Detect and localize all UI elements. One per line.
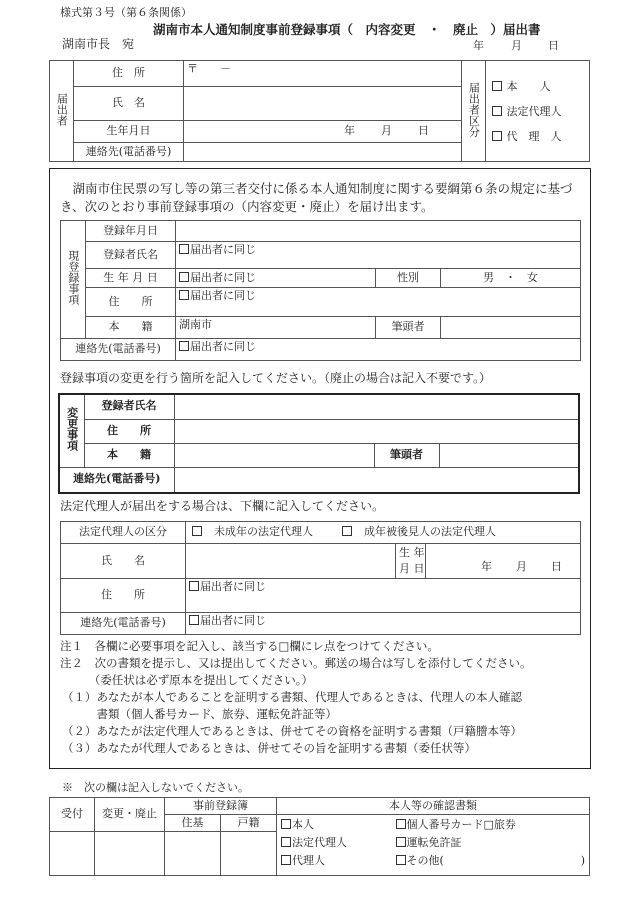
legal-option-minor[interactable]: 未成年の法定代理人 — [192, 525, 313, 538]
office-check-license[interactable]: 運転免許証 — [396, 834, 586, 852]
change-note: 登録事項の変更を行う箇所を記入してください。（廃止の場合は記入不要です。） — [60, 371, 492, 385]
checkbox-icon — [492, 81, 502, 91]
applicant-side-label: 届出者 — [50, 61, 74, 162]
office-confirm-who — [277, 815, 392, 876]
change-honseki-label: 本 籍 — [84, 443, 174, 467]
office-confirm-label: 本人等の確認書類 — [277, 798, 590, 815]
change-side-label: 変更事項 — [59, 394, 84, 467]
change-contact-label: 連絡先(電話番号) — [59, 467, 174, 493]
note-item-2: （２）あなたが法定代理人であるときは、併せてその資格を証明する書類（戸籍謄本等） — [62, 724, 522, 738]
change-address-label: 住 所 — [84, 419, 174, 443]
current-reg-name-label: 登録者氏名 — [86, 242, 176, 269]
legal-class-options — [186, 522, 581, 544]
office-check-legal[interactable]: 法定代理人 — [281, 834, 388, 852]
current-sex-options[interactable]: 男 ・ 女 — [441, 269, 581, 288]
change-contact-field[interactable] — [174, 467, 579, 493]
legal-name-label: 氏 名 — [61, 544, 186, 579]
current-reg-date-field[interactable] — [176, 221, 581, 242]
current-reg-name-field[interactable]: 届出者に同じ — [176, 242, 581, 269]
change-name-label: 登録者氏名 — [84, 394, 174, 419]
form-title: 湖南市本人通知制度事前登録事項（ 内容変更 ・ 廃止 ）届出書 — [153, 22, 541, 37]
legal-contact-field[interactable]: 届出者に同じ — [186, 613, 581, 635]
applicant-address-label: 住 所 — [74, 61, 184, 87]
applicant-address-field[interactable]: 〒 － — [184, 61, 462, 87]
current-birth-label: 生 年 月 日 — [86, 269, 176, 288]
checkbox-icon — [189, 615, 199, 625]
applicant-contact-label: 連絡先(電話番号) — [74, 143, 184, 162]
legal-option-ward[interactable]: 成年被後見人の法定代理人 — [342, 525, 496, 538]
form-number: 様式第３号（第６条関係） — [60, 6, 192, 19]
change-table — [58, 393, 580, 494]
current-honseki-label: 本 籍 — [86, 317, 176, 339]
applicant-birth-label: 生年月日 — [74, 121, 184, 143]
checkbox-icon — [179, 272, 189, 282]
class-option-self[interactable]: 本 人 — [492, 74, 586, 99]
office-koseki-label: 戸籍 — [221, 815, 277, 832]
checkbox-icon — [192, 526, 202, 536]
current-side-label: 現登録事項 — [61, 221, 86, 339]
checkbox-icon — [342, 526, 352, 536]
applicant-contact-field[interactable] — [184, 143, 462, 162]
checkbox-icon — [492, 106, 502, 116]
class-option-agent[interactable]: 代 理 人 — [492, 124, 586, 149]
note-2-sub: （委任状は必ず原本を提出してください。） — [60, 673, 313, 687]
applicant-name-label: 氏 名 — [74, 87, 184, 121]
office-confirm-docs — [392, 815, 590, 876]
note-2: 注２ 次の書類を提示し、又は提出してください。郵送の場合は写しを添付してください。 — [60, 656, 532, 670]
checkbox-icon — [396, 819, 406, 829]
checkbox-icon — [179, 244, 189, 254]
current-honseki-field[interactable]: 湖南市 — [176, 317, 376, 339]
checkbox-icon — [396, 837, 406, 847]
office-change-cell — [95, 832, 165, 876]
current-contact-field[interactable]: 届出者に同じ — [176, 339, 581, 361]
applicant-class-label: 届出者区分 — [462, 61, 486, 162]
office-receipt-label: 受付 — [50, 798, 95, 832]
office-check-other[interactable]: その他( ) — [396, 852, 586, 870]
checkbox-icon — [281, 837, 291, 847]
addressee: 湖南市長 宛 — [62, 37, 135, 51]
note-item-1-cont: 書類（個人番号カード、旅券、運転免許証等） — [62, 707, 337, 721]
legal-class-label: 法定代理人の区分 — [61, 522, 186, 544]
current-reg-date-label: 登録年月日 — [86, 221, 176, 242]
office-juki-cell — [165, 832, 221, 876]
office-koseki-cell — [221, 832, 277, 876]
current-registration-table — [60, 220, 581, 361]
intro-text: 湖南市住民票の写し等の第三者交付に係る本人通知制度に関する要綱第６条の規定に基づき、次のとおり事前登録事項の（内容変更・廃止）を届け出ます。 — [60, 181, 573, 214]
change-head-field[interactable] — [439, 443, 579, 467]
change-name-field[interactable] — [174, 394, 579, 419]
office-check-agent[interactable]: 代理人 — [281, 852, 388, 870]
office-check-self[interactable]: 本人 — [281, 816, 388, 834]
current-birth-field[interactable]: 届出者に同じ — [176, 269, 376, 288]
checkbox-icon — [396, 855, 406, 865]
legal-birth-label: 生 年 月 日 — [396, 544, 426, 579]
note-item-1: （１）あなたが本人であることを証明する書類、代理人であるときは、代理人の本人確認 — [62, 690, 522, 704]
current-head-label: 筆頭者 — [376, 317, 441, 339]
checkbox-icon — [281, 855, 291, 865]
legal-address-field[interactable]: 届出者に同じ — [186, 579, 581, 613]
checkbox-icon — [179, 341, 189, 351]
change-head-label: 筆頭者 — [374, 443, 439, 467]
current-address-label: 住 所 — [86, 288, 176, 317]
checkbox-icon — [179, 290, 189, 300]
class-option-legal[interactable]: 法定代理人 — [492, 99, 586, 124]
current-head-field[interactable] — [441, 317, 581, 339]
checkbox-icon — [189, 581, 199, 591]
office-juki-label: 住基 — [165, 815, 221, 832]
date-day-label: 日 — [548, 39, 559, 52]
applicant-class-options — [486, 61, 590, 162]
applicant-birth-field[interactable]: 年 月 日 — [184, 121, 462, 143]
legal-note: 法定代理人が届出をする場合は、下欄に記入してください。 — [60, 499, 385, 513]
legal-rep-table — [60, 521, 581, 635]
note-1: 注１ 各欄に必要事項を記入し、該当する□欄にレ点をつけてください。 — [60, 639, 439, 653]
legal-address-label: 住 所 — [61, 579, 186, 613]
legal-name-field[interactable] — [186, 544, 396, 579]
office-table — [49, 797, 590, 876]
applicant-name-field[interactable] — [184, 87, 462, 121]
change-address-field[interactable] — [174, 419, 579, 443]
office-change-label: 変更・廃止 — [95, 798, 165, 832]
current-sex-label: 性別 — [376, 269, 441, 288]
office-note: ※ 次の欄は記入しないでください。 — [62, 781, 249, 794]
checkbox-icon — [281, 819, 291, 829]
date-month-label: 月 — [511, 39, 522, 52]
office-receipt-cell — [50, 832, 95, 876]
current-address-field[interactable]: 届出者に同じ — [176, 288, 581, 317]
change-honseki-field[interactable] — [174, 443, 374, 467]
legal-contact-label: 連絡先(電話番号) — [61, 613, 186, 635]
applicant-table — [49, 60, 590, 162]
legal-birth-field[interactable]: 年 月 日 — [426, 544, 581, 579]
note-item-3: （３）あなたが代理人であるときは、併せてその旨を証明する書類（委任状等） — [62, 741, 476, 755]
current-contact-label: 連絡先(電話番号) — [61, 339, 176, 361]
office-prereg-label: 事前登録簿 — [165, 798, 277, 815]
office-check-mynumber[interactable]: 個人番号カード□旅券 — [396, 816, 586, 834]
date-year-label: 年 — [473, 39, 484, 52]
checkbox-icon — [492, 131, 502, 141]
